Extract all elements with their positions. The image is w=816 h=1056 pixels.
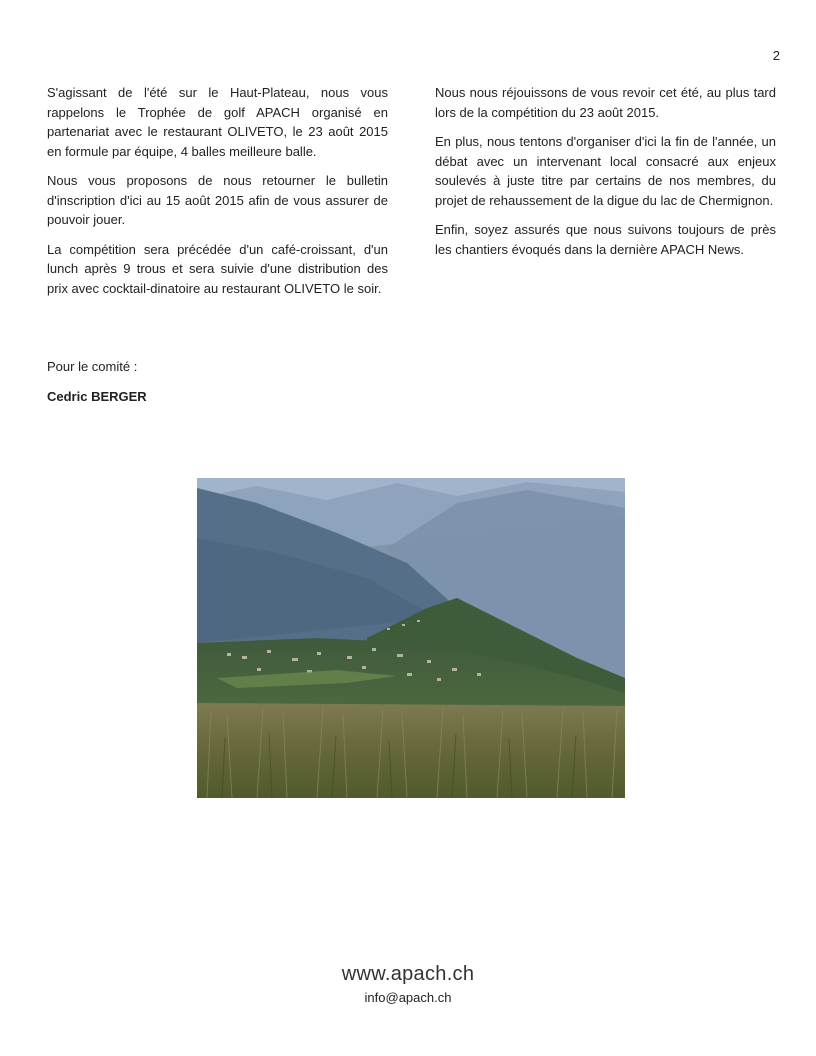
paragraph-see-you: Nous nous réjouissons de vous revoir cet été, au plus tard lors de la compétition du 23 août 2015. <box>435 85 776 120</box>
paragraph-golf-trophy: S'agissant de l'été sur le Haut-Plateau, nous vous rappelons le Trophée de golf APACH organisé en partenariat avec le restaurant OLIVETO, le 23 août 2015 en formule par équipe, 4 balles meilleure balle. <box>47 85 388 159</box>
paragraph-construction: Enfin, soyez assurés que nous suivons toujours de près les chantiers évoqués dans la dernière APACH News. <box>435 222 776 257</box>
footer-website[interactable]: www.apach.ch <box>341 963 475 985</box>
signature-label: Pour le comité : <box>47 359 138 374</box>
paragraph-registration: Nous vous proposons de nous retourner le bulletin d'inscription d'ici au 15 août 2015 afin de vous assurer de pouvoir jouer. <box>47 173 388 227</box>
signature-block <box>47 357 147 416</box>
page-number: 2 <box>772 48 780 63</box>
footer <box>0 960 816 1008</box>
paragraph-debate: En plus, nous tentons d'organiser d'ici la fin de l'année, un débat avec un intervenant local consacré aux enjeux soulevés à juste titre par certains de nos membres, du projet de rehaussement de la digue du lac de Chermignon. <box>435 134 776 208</box>
footer-email[interactable]: info@apach.ch <box>364 990 452 1005</box>
signer-name: Cedric BERGER <box>47 388 147 404</box>
left-column <box>47 83 388 308</box>
landscape-photo <box>197 478 625 798</box>
paragraph-program: La compétition sera précédée d'un café-croissant, d'un lunch après 9 trous et sera suivie d'une distribution des prix avec cocktail-dinatoire au restaurant OLIVETO le soir. <box>47 241 388 296</box>
right-column <box>435 83 776 269</box>
